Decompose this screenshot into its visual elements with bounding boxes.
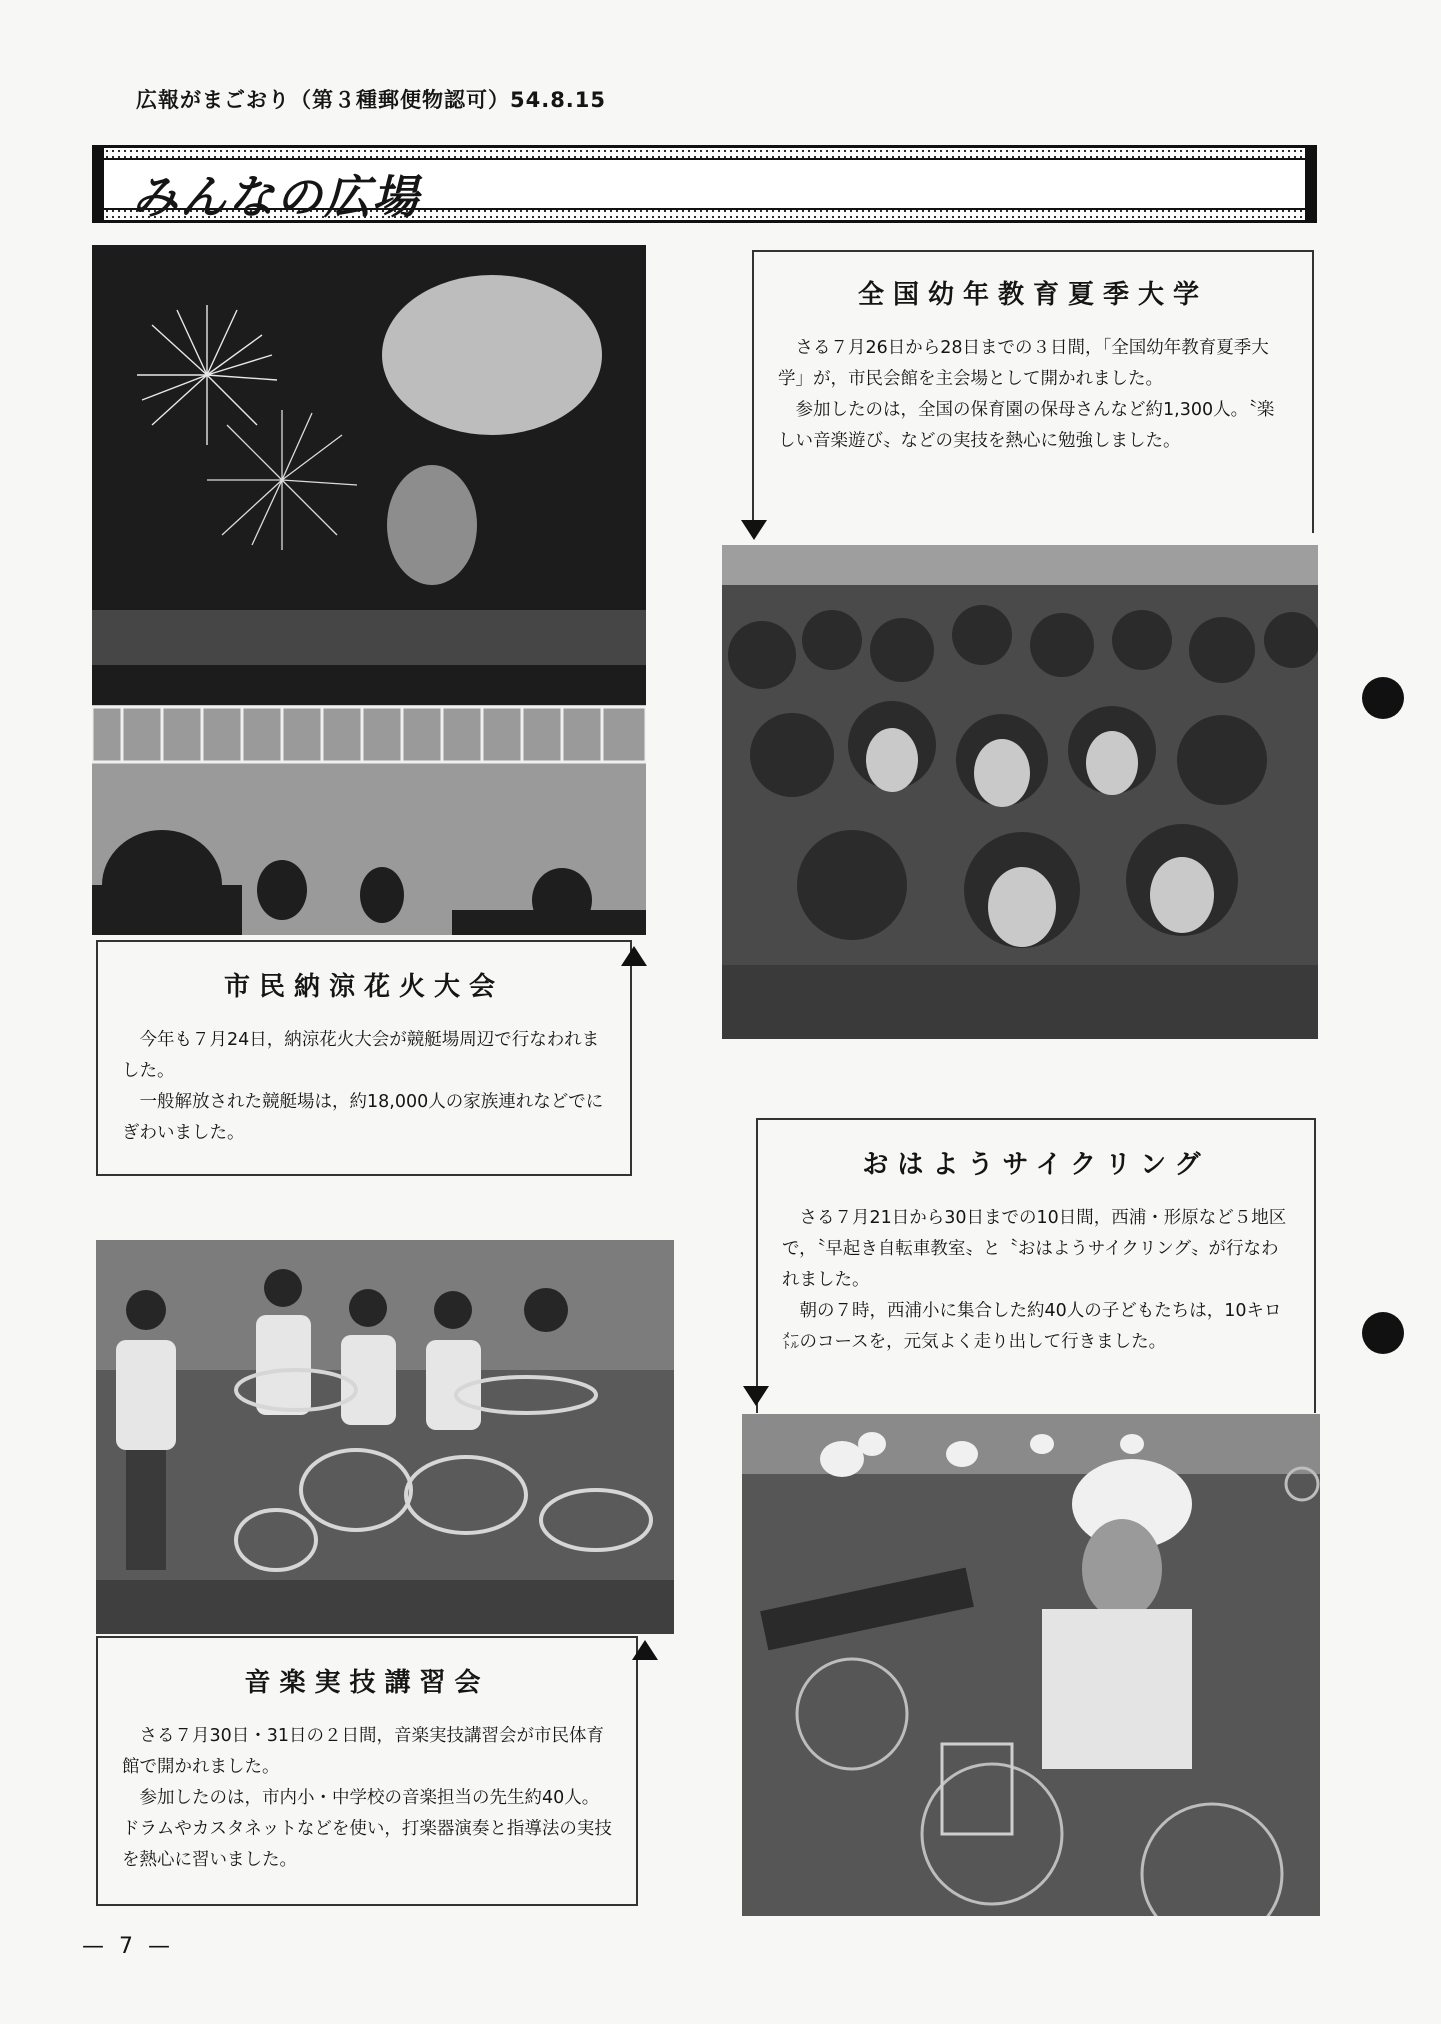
article-paragraph: 参加したのは，全国の保育園の保母さんなど約1,300人。〝楽しい音楽遊び〟などの実技を熱心に勉強しました。 [778, 400, 1275, 451]
article-paragraph: 朝の７時，西浦小に集合した約40人の子どもたちは，10キロ㍍のコースを，元気よく走り出して行きました。 [782, 1301, 1282, 1352]
article-fireworks [96, 940, 632, 1176]
banner-inner [104, 158, 1305, 224]
banner-title: みんなの広場 [132, 170, 420, 224]
audience-image [722, 545, 1318, 1039]
arrow-down-icon [743, 1386, 769, 1406]
article-paragraph: さる７月21日から30日までの10日間，西浦・形原など５地区で，〝早起き自転車教室〟と〝おはようサイクリング〟が行なわれました。 [782, 1208, 1287, 1290]
fireworks-photo [92, 245, 646, 935]
article-paragraph: 一般解放された競艇場は，約18,000人の家族連れなどでにぎわいました。 [122, 1092, 604, 1143]
cycling-photo [742, 1414, 1320, 1916]
cycling-image [742, 1414, 1320, 1916]
arrow-up-icon [632, 1640, 658, 1660]
firework-burst-right [382, 275, 602, 435]
binding-dot [1362, 677, 1404, 719]
article-music-workshop [96, 1636, 638, 1906]
fireworks-image [92, 245, 646, 935]
water-reflection [92, 610, 646, 665]
article-title: 音楽実技講習会 [244, 1668, 490, 1698]
article-paragraph: さる７月26日から28日までの３日間，「全国幼年教育夏季大学」が，市民会館を主会場として開かれました。 [778, 338, 1269, 389]
article-paragraph: 今年も７月24日，納涼花火大会が競艇場周辺で行なわれました。 [122, 1030, 600, 1081]
arrow-up-icon [621, 946, 647, 966]
page-number: — 7 — [82, 1934, 174, 1959]
band-image [96, 1240, 674, 1634]
firework-burst-low [387, 465, 477, 585]
article-title: 市民納涼花火大会 [223, 972, 504, 1002]
arrow-down-icon [741, 520, 767, 540]
article-paragraph: さる７月30日・31日の２日間，音楽実技講習会が市民体育館で開かれました。 [122, 1726, 605, 1777]
article-title: 全国幼年教育夏季大学 [857, 280, 1208, 310]
publication-header: 広報がまごおり（第３種郵便物認可）54.8.15 [136, 88, 607, 112]
box-top-rule [752, 250, 1314, 252]
binding-dot [1362, 1312, 1404, 1354]
audience-photo [722, 545, 1318, 1039]
article-paragraph: 参加したのは，市内小・中学校の音楽担当の先生約40人。ドラムやカスタネットなどを使い，打楽器演奏と指導法の実技を熱心に習いました。 [122, 1788, 612, 1870]
article-title: おはようサイクリング [862, 1150, 1210, 1180]
band-photo [96, 1240, 674, 1634]
article-summer-university [752, 250, 1314, 533]
rider-shirt [1042, 1609, 1192, 1769]
article-cycling [756, 1118, 1316, 1413]
section-banner [92, 145, 1317, 223]
